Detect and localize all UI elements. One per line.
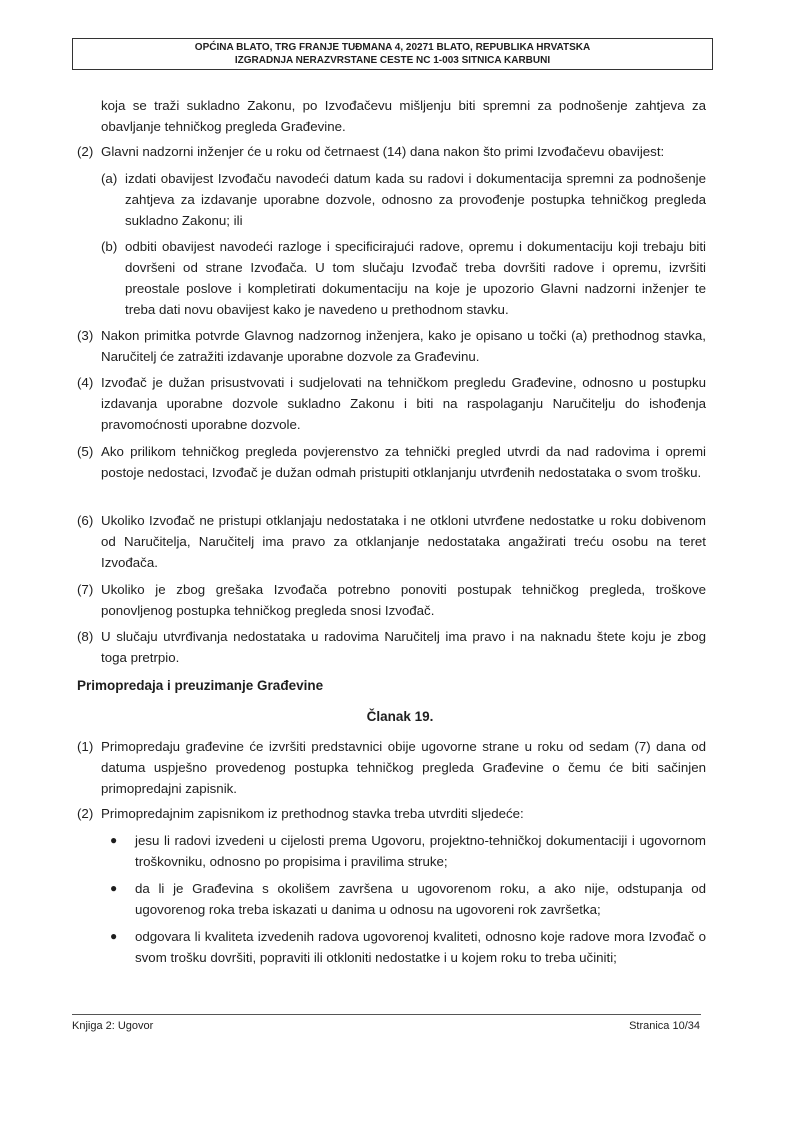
bullet-icon: ●: [110, 929, 118, 943]
bullet-item: da li je Građevina s okolišem završena u ugovorenom roku, a ako nije, odstupanja od ugovorenog roka treba iskazati u danima u odnosu na ugovoreni rok završetka;: [135, 881, 706, 917]
paragraph-item: Izvođač je dužan prisustvovati i sudjelovati na tehničkom pregledu Građevine, odnosno u postupku izdavanja uporabne dozvole sukladno Zakonu i biti na raspolaganju Naručitelju do ishođenja pravomoćnosti uporabne dozvole.: [101, 375, 706, 432]
item-number: (4): [77, 375, 94, 390]
paragraph-item: Primopredajnim zapisnikom iz prethodnog stavka treba utvrditi sljedeće:: [101, 806, 524, 821]
header-line-1: OPĆINA BLATO, TRG FRANJE TUĐMANA 4, 20271 BLATO, REPUBLIKA HRVATSKA: [194, 42, 591, 53]
paragraph-item: Ukoliko je zbog grešaka Izvođača potrebno ponoviti postupak tehničkog pregleda, troškove ponovljenog postupka tehničkog pregleda snosi Izvođač.: [101, 582, 706, 618]
header-line-2: IZGRADNJA NERAZVRSTANE CESTE NC 1-003 SITNICA KARBUNI: [234, 55, 551, 66]
paragraph-subitem: izdati obavijest Izvođaču navodeći datum kada su radovi i dokumentacija spremni za podnošenje zahtjeva za izdavanje uporabne dozvole, odnosno za provođenje postupka tehničkog pregleda sukladno Zakonu; ili: [125, 171, 706, 228]
footer-left: Knjiga 2: Ugovor: [72, 1020, 154, 1032]
footer-divider: [72, 1014, 701, 1015]
bullet-item: jesu li radovi izvedeni u cijelosti prema Ugovoru, projektno-tehničkoj dokumentaciji i ugovornom troškovniku, odnosno po propisima i pravilima struke;: [135, 833, 706, 869]
footer-page-number: Stranica 10/34: [629, 1020, 700, 1032]
item-number: (2): [77, 144, 94, 159]
document-header: [72, 38, 713, 70]
subitem-letter: (a): [101, 171, 118, 186]
item-number: (2): [77, 806, 94, 821]
paragraph-item: Nakon primitka potvrde Glavnog nadzornog inženjera, kako je opisano u točki (a) prethodnog stavka, Naručitelj će zatražiti izdavanje uporabne dozvole za Građevinu.: [101, 328, 706, 364]
item-number: (7): [77, 582, 94, 597]
bullet-item: odgovara li kvaliteta izvedenih radova ugovorenoj kvaliteti, odnosno koje radove mora Izvođač o svom trošku dovršiti, popraviti ili otkloniti nedostatke i u kojem roku to treba učiniti;: [135, 929, 706, 965]
paragraph-item: Primopredaju građevine će izvršiti predstavnici obije ugovorne strane u roku od sedam (7) dana od datuma uspješno provedenog postupka tehničkog pregleda Građevine o čemu će biti sačinjen primopredajni zapisnik.: [101, 739, 706, 796]
item-number: (3): [77, 328, 94, 343]
article-title: Članak 19.: [366, 709, 434, 724]
paragraph-item: U slučaju utvrđivanja nedostataka u radovima Naručitelj ima pravo i na naknadu štete koju je zbog toga pretrpio.: [101, 629, 706, 665]
paragraph-item: Ukoliko Izvođač ne pristupi otklanjaju nedostataka i ne otkloni utvrđene nedostatke u roku dobivenom od Naručitelja, Naručitelj ima pravo za otklanjanje nedostataka angažirati treću osobu na teret Izvođača.: [101, 513, 706, 570]
paragraph-item: Glavni nadzorni inženjer će u roku od četrnaest (14) dana nakon što primi Izvođačevu obavijest:: [101, 144, 665, 159]
subitem-letter: (b): [101, 239, 118, 254]
section-heading: Primopredaja i preuzimanje Građevine: [77, 678, 324, 693]
paragraph-item: Ako prilikom tehničkog pregleda povjerenstvo za tehnički pregled utvrdi da nad radovima i opremi postoje nedostaci, Izvođač je dužan odmah pristupiti otklanjanju utvrđenih nedostataka o svom trošku.: [101, 444, 706, 480]
item-number: (6): [77, 513, 94, 528]
paragraph-subitem: odbiti obavijest navodeći razloge i specificirajući radove, opremu i dokumentaciju koji trebaju biti dovršeni od strane Izvođača. U tom slučaju Izvođač treba dovršiti radove i opremu, izvršiti preostale poslove i kompletirati dokumentaciju na koje je upozorio Glavni nadzorni inženjer te treba dati novu obavijest kako je navedeno u prethodnom stavku.: [125, 239, 706, 317]
paragraph-continuation: koja se traži sukladno Zakonu, po Izvođačevu mišljenju biti spremni za podnošenje zahtjeva za obavljanje tehničkog pregleda Građevine.: [101, 98, 706, 134]
bullet-icon: ●: [110, 833, 118, 847]
bullet-icon: ●: [110, 881, 118, 895]
item-number: (8): [77, 629, 94, 644]
item-number: (5): [77, 444, 94, 459]
item-number: (1): [77, 739, 94, 754]
